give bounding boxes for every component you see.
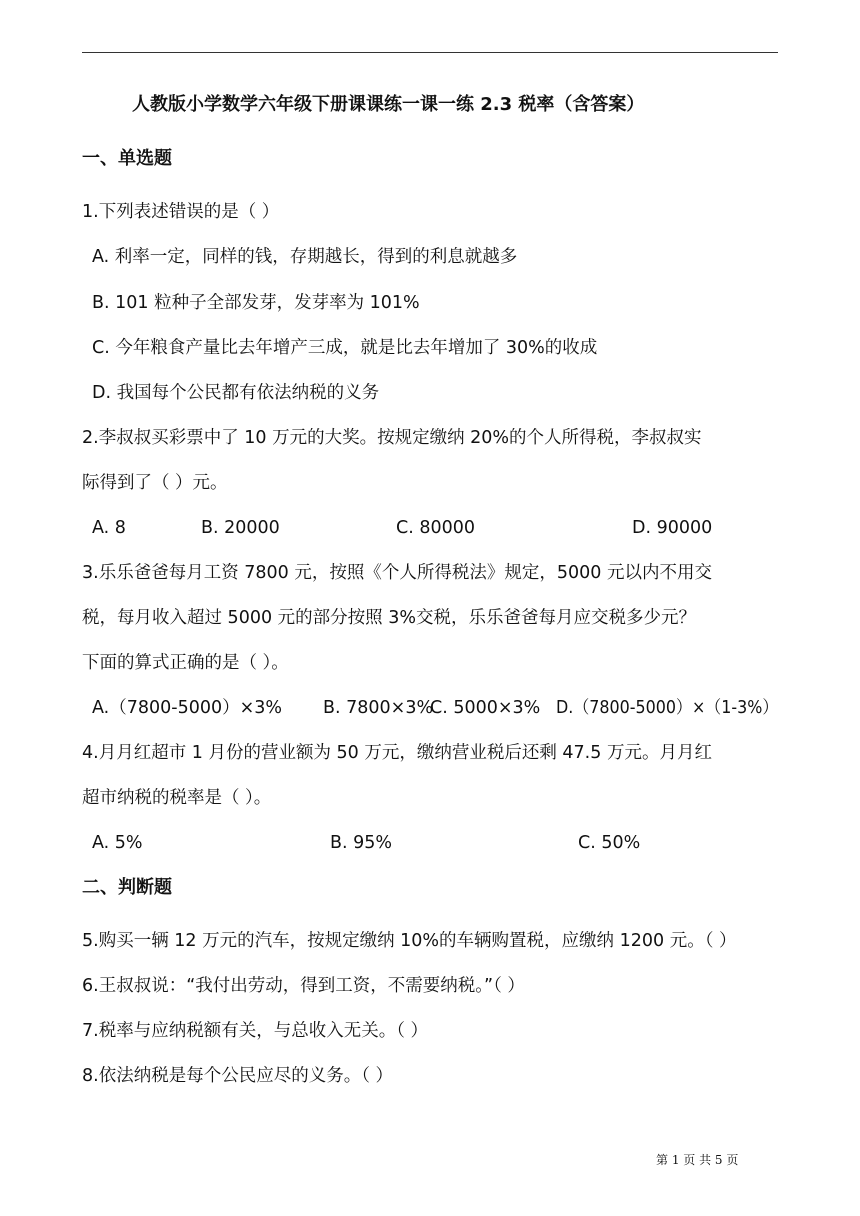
question-1-option-a: A. 利率一定，同样的钱，存期越长，得到的利息就越多 <box>92 247 518 267</box>
question-3-stem-line-2: 税，每月收入超过 5000 元的部分按照 3%交税，乐乐爸爸每月应交税多少元？ <box>82 608 696 628</box>
question-4-option-a: A. 5% <box>92 833 143 853</box>
question-5: 5.购买一辆 12 万元的汽车，按规定缴纳 10%的车辆购置税，应缴纳 1200 元。（ ） <box>82 931 737 951</box>
question-1-stem: 1.下列表述错误的是（ ） <box>82 202 280 222</box>
page-footer: 第 1 页 共 5 页 <box>656 1153 739 1167</box>
question-3-option-c: C. 5000×3% <box>430 698 541 718</box>
question-6: 6.王叔叔说：“我付出劳动，得到工资，不需要纳税。”（ ） <box>82 976 525 996</box>
question-7: 7.税率与应纳税额有关，与总收入无关。（ ） <box>82 1021 429 1041</box>
question-2-option-a: A. 8 <box>92 518 126 538</box>
question-2-option-d: D. 90000 <box>632 518 713 538</box>
question-3-stem-line-1: 3.乐乐爸爸每月工资 7800 元，按照《个人所得税法》规定，5000 元以内不用交 <box>82 563 712 583</box>
question-4-option-b: B. 95% <box>330 833 393 853</box>
question-1-option-c: C. 今年粮食产量比去年增产三成，就是比去年增加了 30%的收成 <box>92 338 598 358</box>
question-8: 8.依法纳税是每个公民应尽的义务。（ ） <box>82 1066 394 1086</box>
question-2-stem-line-1: 2.李叔叔买彩票中了 10 万元的大奖。按规定缴纳 20%的个人所得税，李叔叔实 <box>82 428 702 448</box>
question-3-stem-line-3: 下面的算式正确的是（ ）。 <box>82 653 289 673</box>
question-4-stem-line-1: 4.月月红超市 1 月份的营业额为 50 万元，缴纳营业税后还剩 47.5 万元。月月红 <box>82 743 712 763</box>
question-1-option-b: B. 101 粒种子全部发芽，发芽率为 101% <box>92 293 420 313</box>
question-2-stem-line-2: 际得到了（ ）元。 <box>82 473 228 493</box>
header-rule <box>82 52 778 53</box>
question-3-option-d: D.（7800-5000）×（1-3%） <box>556 698 779 718</box>
question-4-option-c: C. 50% <box>578 833 641 853</box>
document-title: 人教版小学数学六年级下册课课练一课一练 2.3 税率（含答案） <box>132 94 645 115</box>
question-1-option-d: D. 我国每个公民都有依法纳税的义务 <box>92 383 380 403</box>
question-2-option-c: C. 80000 <box>396 518 476 538</box>
section-heading-single-choice: 一、单选题 <box>82 148 172 169</box>
question-3-option-a: A.（7800-5000）×3% <box>92 698 283 718</box>
question-3-option-b: B. 7800×3% <box>323 698 434 718</box>
question-4-stem-line-2: 超市纳税的税率是（ ）。 <box>82 788 272 808</box>
section-heading-true-false: 二、判断题 <box>82 877 172 898</box>
question-2-option-b: B. 20000 <box>201 518 280 538</box>
